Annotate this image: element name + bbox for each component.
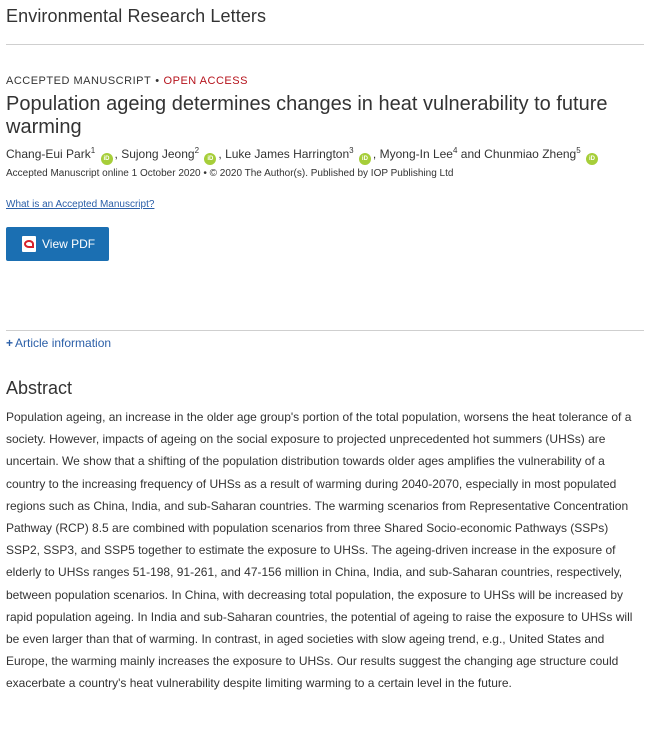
orcid-icon[interactable]: iD — [586, 153, 598, 165]
author-name[interactable]: Chunmiao Zheng — [484, 147, 577, 161]
open-access-label: OPEN ACCESS — [163, 75, 248, 87]
author-affiliation: 2 — [194, 146, 200, 155]
orcid-icon[interactable]: iD — [101, 153, 113, 165]
publication-info: Accepted Manuscript online 1 October 2020 • © 2020 The Author(s). Published by IOP Publishing Ltd — [6, 168, 454, 179]
accepted-manuscript-link[interactable]: What is an Accepted Manuscript? — [6, 199, 155, 210]
author-name[interactable]: Luke James Harrington — [225, 147, 350, 161]
pdf-icon — [22, 236, 36, 252]
author-affiliation: 4 — [452, 146, 458, 155]
view-pdf-label: View PDF — [42, 237, 96, 251]
plus-icon: + — [6, 336, 14, 350]
orcid-icon[interactable]: iD — [204, 153, 216, 165]
header-divider — [6, 44, 644, 45]
status-separator: • — [155, 75, 160, 87]
author-connector: and — [460, 147, 481, 161]
abstract-heading: Abstract — [6, 378, 73, 398]
author-list: Chang-Eui Park$^1$ iD , Sujong Jeong$^2$ iD , Luke James Harrington$^3$ iD , Myong-In Lee$^4$ and Chunmiao Zheng$^5$ iD — [6, 146, 600, 165]
author-name[interactable]: Myong-In Lee — [379, 147, 453, 161]
article-information-toggle[interactable] — [6, 336, 111, 350]
orcid-icon[interactable]: iD — [359, 153, 371, 165]
article-title: Population ageing determines changes in heat vulnerability to future warming — [6, 93, 608, 138]
view-pdf-button[interactable] — [6, 227, 109, 261]
article-information-label: Article information — [15, 336, 112, 350]
author-affiliation: 3 — [349, 146, 354, 155]
article-status-line — [6, 75, 248, 87]
journal-title[interactable]: Environmental Research Letters — [6, 6, 267, 26]
author-name[interactable]: Chang-Eui Park — [6, 147, 91, 161]
author-affiliation: 1 — [90, 146, 96, 155]
accepted-manuscript-label: ACCEPTED MANUSCRIPT — [6, 75, 152, 87]
section-divider — [6, 330, 644, 331]
author-affiliation: 5 — [576, 146, 581, 155]
abstract-text: Population ageing, an increase in the older age group's portion of the total population, worsens the heat tolerance of a society. However, impacts of ageing on the social exposure to projected unprecedented hot summers (UHSs) are uncertain. We show that a shifting of the population distribution towards older ages amplifies the vulnerability of a country to the increasing frequency of UHSs as a result of warming during 2040-2070, especially in most populated regions such as China, India, and sub-Saharan countries. The warming scenarios from Representative Concentration Pathway (RCP) 8.5 are combined with population scenarios from three Shared Socio-economic Pathways (SSPs) SSP2, SSP3, and SSP5 together to estimate the exposure to UHSs. The ageing-driven increase in the exposure of elderly to UHSs ranges 51-198, 91-261, and 47-156 million in China, India, and sub-Saharan countries, respectively, between population scenarios. In China, with decreasing total population, the exposure to UHSs will be increased by rapid population ageing. In India and sub-Saharan countries, the potential of ageing to raise the exposure to UHSs will be even larger than that of warming. In contrast, in aged societies with slow ageing trend, e.g., United States and Europe, the warming mainly increases the exposure to UHSs. Our results suggest the changing age structure could exacerbate a country's heat vulnerability despite limiting warming to a certain level in the future. — [6, 410, 633, 691]
author-name[interactable]: Sujong Jeong — [121, 147, 195, 161]
